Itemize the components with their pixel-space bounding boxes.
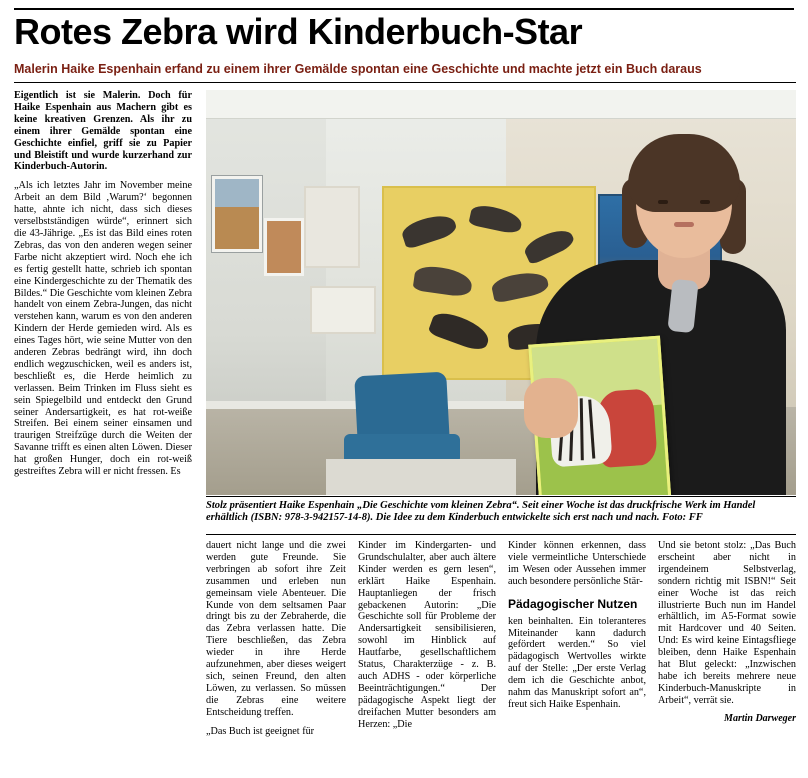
framed-picture-small (264, 218, 304, 276)
article-byline: Martin Darweger (724, 712, 796, 724)
article-column-1 (14, 90, 192, 478)
article-paragraph: Und sie betont stolz: „Das Buch erscheint aber nicht in irgendeinem Selbstverlag, sondern richtig mit ISBN!“ Seit einer Woche ist das reich illustrierte Buch nun im Handel erhältlich, im A5-Format sowie mit Hardcover und 40 Seiten. Und: Es wird keine Eintagsfliege bleiben, denn Haike Espenhain hat Blut geleckt: „Inzwischen habe ich bereits mehrere neue Kinderbuch-Manuskripte in Arbeit“, verrät sie. (658, 540, 796, 706)
article-paragraph: dauert nicht lange und die zwei werden gute Freunde. Sie verbringen ab sofort ihre Zeit zusammen und erleben nun gemeinsam viele Abenteuer. Die Kunde von dem seltsamen Paar dringt bis zu der Zebraherde, die das Zebra verlassen hatte. Die Tiere beschließen, das Zebra wieder in ihre Herde aufzunehmen, aber dieses weigert sich, seinen Freund, den alten Löwen, zu verlassen. So müssen die Zebras eine weitere Entscheidung treffen. (206, 540, 346, 718)
article-photo (206, 90, 796, 495)
photo-ceiling (206, 90, 796, 119)
framed-picture-landscape (212, 176, 262, 252)
person-mouth (674, 222, 694, 227)
article-column-3 (358, 540, 496, 731)
article-paragraph: Kinder können erkennen, dass viele vermeintliche Unterschiede im Wesen oder Aussehen immer auch besondere persönliche Stär- (508, 540, 646, 587)
top-rule (14, 8, 794, 10)
article-lead-paragraph: Eigentlich ist sie Malerin. Doch für Haike Espenhain aus Machern gibt es keine kreativen Grenzen. Als ihr zu einem ihrer Gemälde spontan eine Geschichte einfiel, griff sie zu Papier und Bleistift und wurde kurzerhand zur Kinderbuch-Autorin. (14, 90, 192, 173)
article-column-4 (508, 540, 646, 711)
caption-top-rule (206, 496, 796, 497)
article-paragraph: ken beinhalten. Ein toleranteres Miteinander kann dadurch gefördert werden.“ So viel pädagogisch Wertvolles wirkte auf der Stelle: „Der erste Verlag dem ich die Geschichte anbot, nahm das Manuskript sofort an“, freut sich Haike Espenhain. (508, 615, 646, 710)
caption-bottom-rule (206, 534, 796, 535)
page-title: Rotes Zebra wird Kinderbuch-Star (14, 11, 583, 52)
person-eye-left (658, 200, 668, 204)
person-eye-right (700, 200, 710, 204)
article-paragraph: „Das Buch ist geeignet für (206, 725, 315, 737)
subheadline: Malerin Haike Espenhain erfand zu einem ihrer Gemälde spontan eine Geschichte und machte jetzt ein Buch daraus (14, 62, 702, 76)
article-paragraph: Kinder im Kindergarten- und Grundschulalter, aber auch ältere Kinder werden es gern lesen“, erklärt Haike Espenhain. Hauptanliegen der frisch gebackenen Autorin: „Die Geschichte soll für Probleme der Andersartigkeit sensibilisieren, sowohl im Hinblick auf Hautfarbe, gesellschaftlichem Status, Charakterzüge - z. B. auch ADHS - oder körperliche Beeinträchtigungen.“ Der pädagogische Aspekt liegt der dreifachen Mutter besonders am Herzen: „Die (358, 540, 496, 730)
article-column-5 (658, 540, 796, 725)
article-paragraph: „Als ich letztes Jahr im November meine Arbeit an dem Bild ‚Warum?‘ begonnen hatte, ahnte ich nicht, dass sich dieses verselbstständigen würde“, erinnert sich die 43-Jährige. „Es ist das Bild eines roten Zebras, das von den anderen wegen seiner Farbe nicht akzeptiert wird. Noch ehe ich es fertig gestellt hatte, schrieb ich spontan eine Kindergeschichte zu der Thematik des Bildes.“ Die Geschichte vom kleinen Zebra handelt von einem Zebra-Jungen, das nicht verstehen kann, warum es von den anderen Kindern der Herde gemieden wird. Als es eines Tages hört, wie seine Mutter von den anderen Zebras bedrängt wird, ihn doch endlich wegzuschicken, weil es anders ist, beschließt es, die Herde heimlich zu verlassen. Beim Trinken im Fluss sieht es sein Spiegelbild und entdeckt den Grund seiner Andersartigkeit, es hat rot-weiße Streifen. Bei einem seiner einsamen und traurigen Streifzüge durch die Weiten der Savanne trifft es einen alten Löwen. Dieser hat großen Hunger, doch ein rot-weiß gestreiftes Zebra will er nicht fressen. Es (14, 180, 192, 478)
subheadline-rule (14, 82, 796, 83)
framed-picture-blank (304, 186, 360, 268)
framed-picture-wide (310, 286, 376, 334)
section-heading: Pädagogischer Nutzen (508, 596, 638, 611)
table-surface (326, 459, 516, 495)
photo-caption: Stolz präsentiert Haike Espenhain „Die Geschichte vom kleinen Zebra“. Seit einer Woche ist das druckfrische Werk im Handel erhältlich (ISBN: 978-3-942157-14-8). Die Idee zu dem Kinderbuch entwickelte sich erst nach und nach. Foto: FF (206, 500, 756, 524)
person-hand (524, 378, 578, 438)
person-necklace (667, 279, 698, 333)
article-column-2 (206, 540, 346, 738)
